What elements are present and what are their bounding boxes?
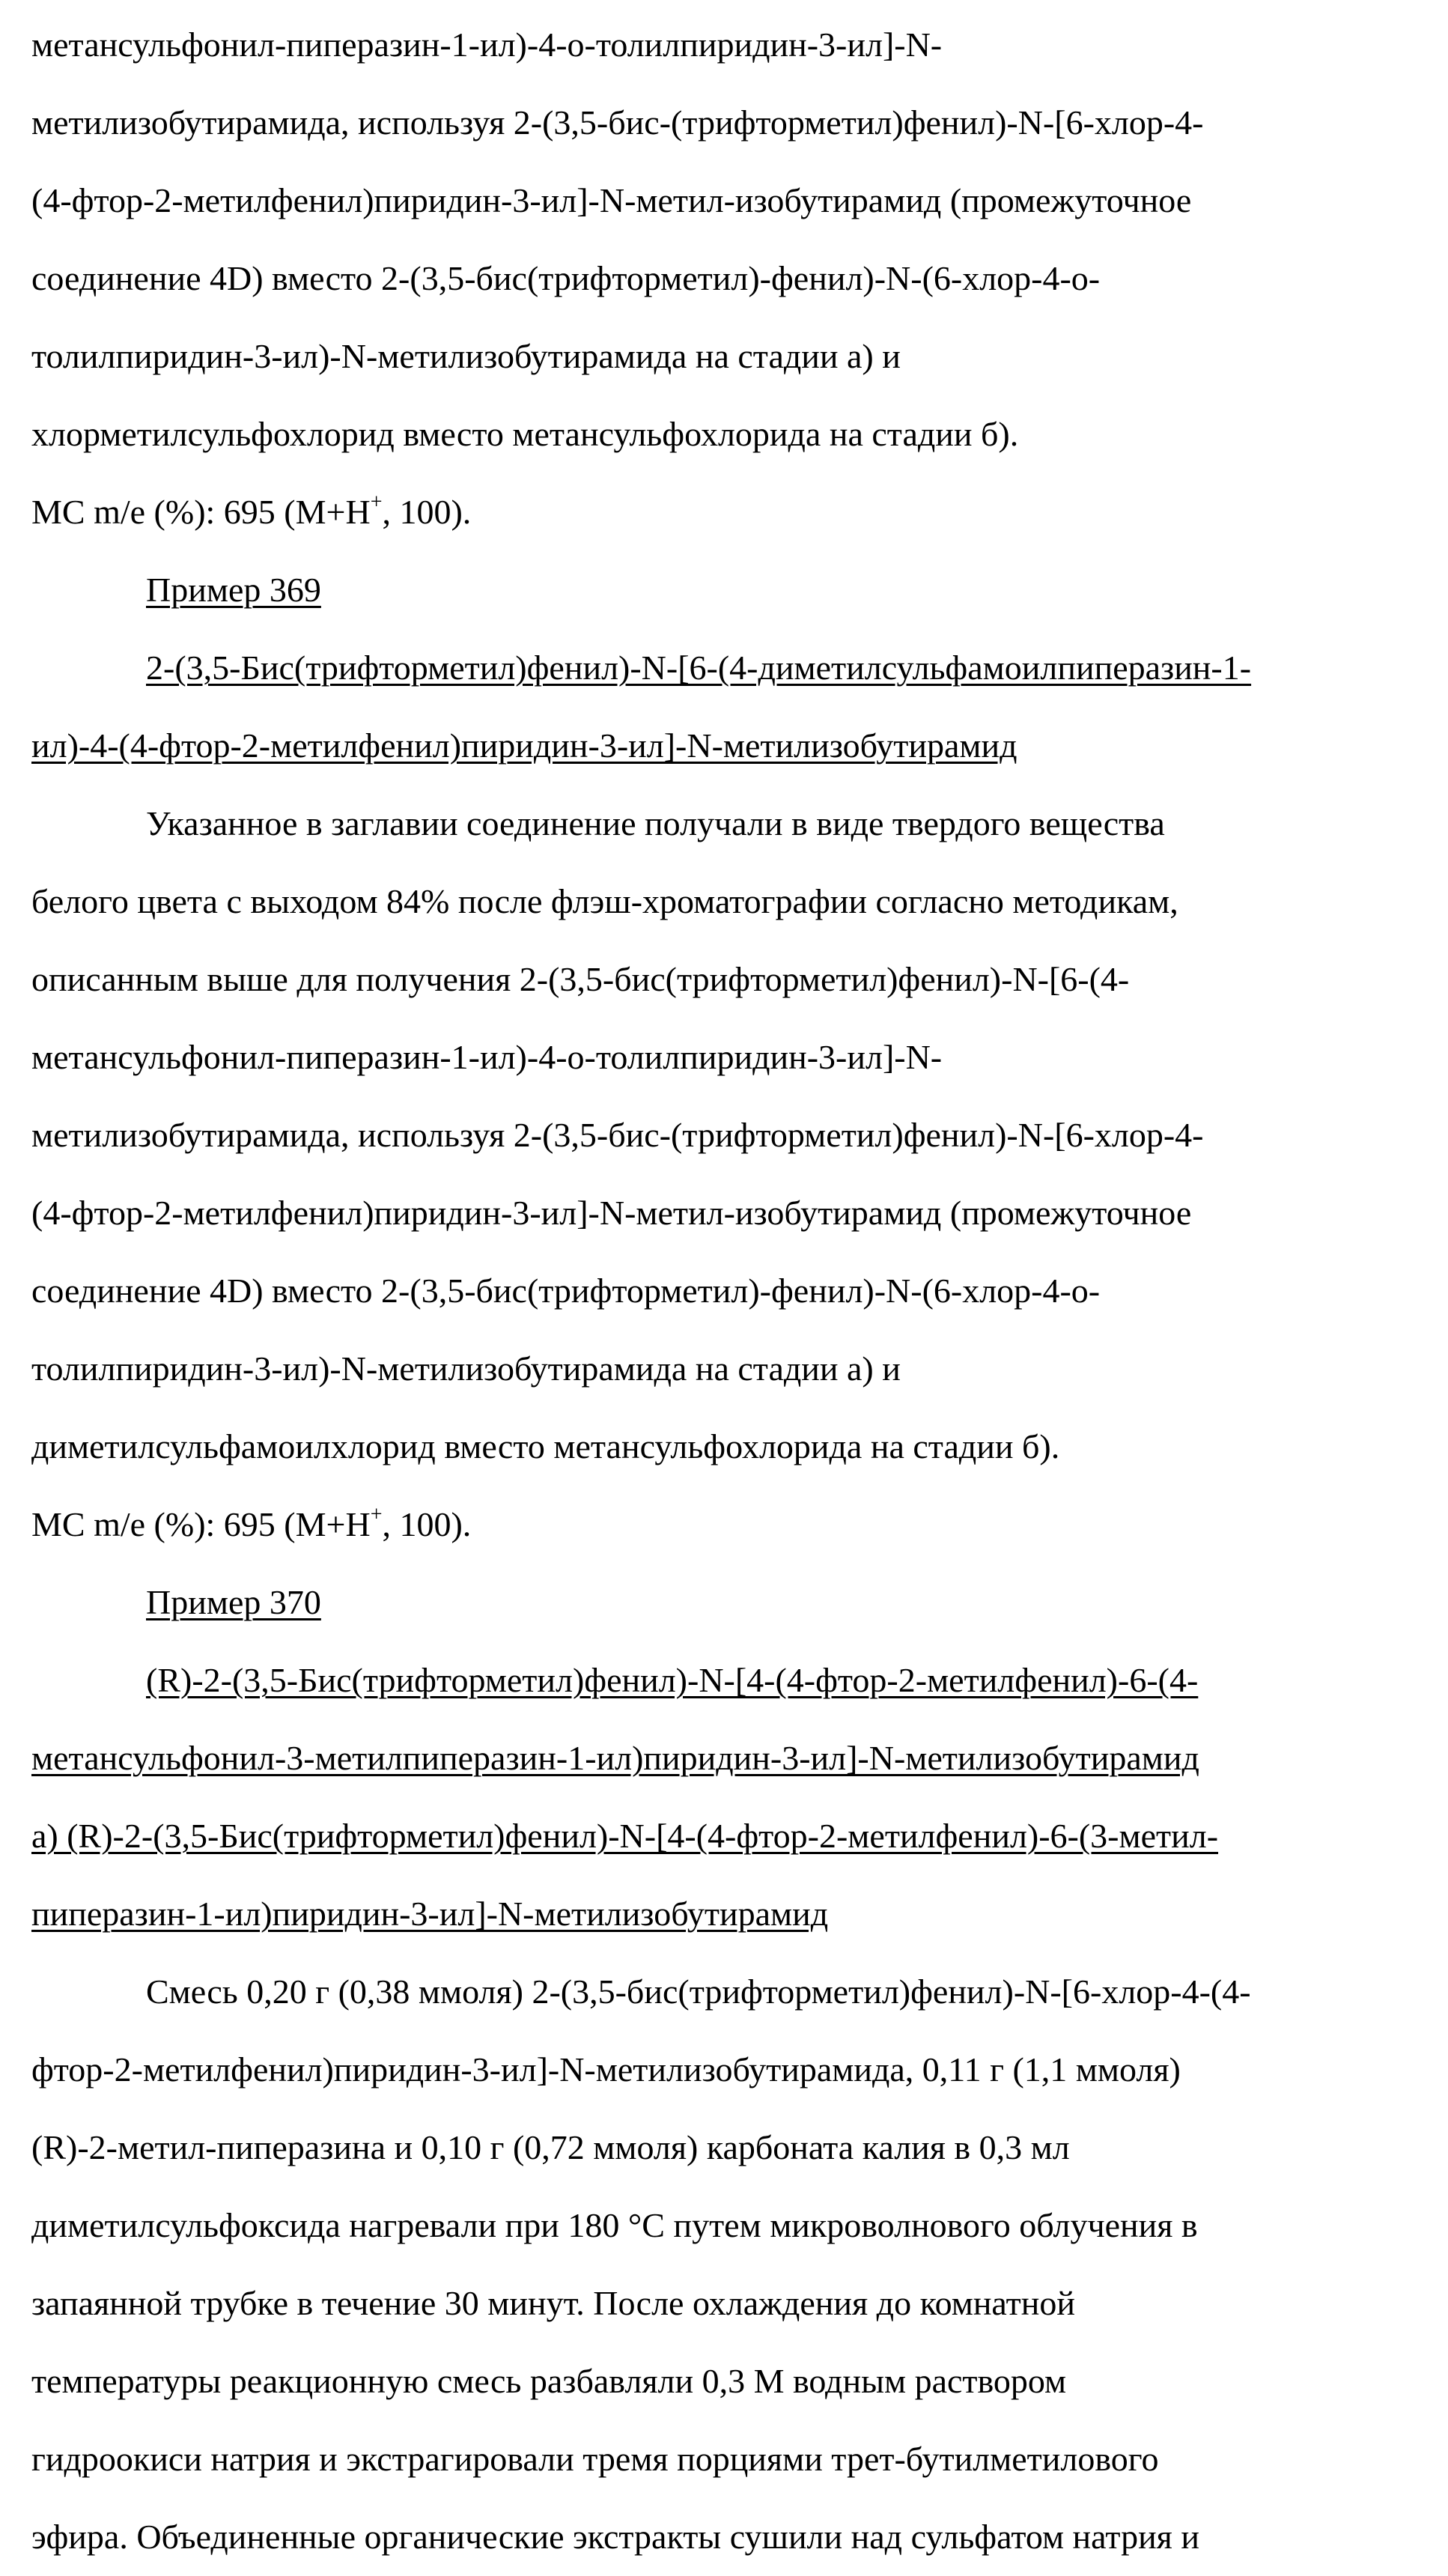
mass-spec-line bbox=[31, 1486, 1424, 1564]
example-370-title bbox=[31, 1641, 1424, 1797]
text-line: температуры реакционную смесь разбавляли 0,3 М водным раствором bbox=[31, 2362, 1067, 2400]
ms-suffix: , 100). bbox=[382, 493, 472, 531]
text-line: соединение 4D) вместо 2-(3,5-бис(трифторметил)-фенил)-N-(6-хлор-4-о- bbox=[31, 259, 1101, 297]
title-line: (R)-2-(3,5-Бис(трифторметил)фенил)-N-[4-(4-фтор-2-метилфенил)-6-(4- bbox=[146, 1661, 1199, 1699]
text-line: белого цвета с выходом 84% после флэш-хроматографии согласно методикам, bbox=[31, 882, 1178, 920]
title-line: ил)-4-(4-фтор-2-метилфенил)пиридин-3-ил]-N-метилизобутирамид bbox=[31, 726, 1017, 765]
text-line: (4-фтор-2-метилфенил)пиридин-3-ил]-N-метил-изобутирамид (промежуточное bbox=[31, 1194, 1192, 1232]
ms-suffix: , 100). bbox=[382, 1505, 472, 1543]
text-line: Смесь 0,20 г (0,38 ммоля) 2-(3,5-бис(трифторметил)фенил)-N-[6-хлор-4-(4- bbox=[146, 1972, 1251, 2011]
text-line: гидроокиси натрия и экстрагировали тремя порциями трет-бутилметилового bbox=[31, 2440, 1159, 2478]
text-line: (R)-2-метил-пиперазина и 0,10 г (0,72 ммоля) карбоната калия в 0,3 мл bbox=[31, 2128, 1070, 2166]
ms-superscript: + bbox=[370, 490, 383, 514]
text-line: Указанное в заглавии соединение получали в виде твердого вещества bbox=[146, 804, 1165, 842]
title-line: пиперазин-1-ил)пиридин-3-ил]-N-метилизобутирамид bbox=[31, 1895, 829, 1933]
text-line: фтор-2-метилфенил)пиридин-3-ил]-N-метилизобутирамида, 0,11 г (1,1 ммоля) bbox=[31, 2050, 1181, 2089]
text-line: хлорметилсульфохлорид вместо метансульфохлорида на стадии б). bbox=[31, 415, 1019, 453]
title-line: метансульфонил-3-метилпиперазин-1-ил)пиридин-3-ил]-N-метилизобутирамид bbox=[31, 1739, 1199, 1777]
ms-prefix: МС m/e (%): 695 (М+Н bbox=[31, 493, 371, 531]
text-line: эфира. Объединенные органические экстракты сушили над сульфатом натрия и bbox=[31, 2518, 1199, 2556]
example-370-body bbox=[31, 1953, 1424, 2576]
text-line: метансульфонил-пиперазин-1-ил)-4-о-толилпиридин-3-ил]-N- bbox=[31, 1038, 943, 1076]
text-line: метилизобутирамида, используя 2-(3,5-бис-(трифторметил)фенил)-N-[6-хлор-4- bbox=[31, 1116, 1204, 1154]
text-line: толилпиридин-3-ил)-N-метилизобутирамида на стадии а) и bbox=[31, 337, 901, 375]
text-line: метансульфонил-пиперазин-1-ил)-4-о-толилпиридин-3-ил]-N- bbox=[31, 25, 943, 64]
example-370-step-a-title bbox=[31, 1797, 1424, 1953]
continuation-paragraph bbox=[31, 6, 1424, 473]
text-line: диметилсульфоксида нагревали при 180 °С путем микроволнового облучения в bbox=[31, 2206, 1198, 2244]
text-line: метилизобутирамида, используя 2-(3,5-бис-(трифторметил)фенил)-N-[6-хлор-4- bbox=[31, 103, 1204, 142]
title-line: а) (R)-2-(3,5-Бис(трифторметил)фенил)-N-[4-(4-фтор-2-метилфенил)-6-(3-метил- bbox=[31, 1817, 1219, 1855]
mass-spec-line bbox=[31, 473, 1424, 551]
document-page bbox=[31, 6, 1424, 2576]
example-369-body bbox=[31, 785, 1424, 1486]
text-line: запаянной трубке в течение 30 минут. После охлаждения до комнатной bbox=[31, 2284, 1075, 2322]
ms-superscript: + bbox=[370, 1502, 383, 1526]
text-line: толилпиридин-3-ил)-N-метилизобутирамида на стадии а) и bbox=[31, 1349, 901, 1388]
example-369-heading: Пример 369 bbox=[146, 571, 321, 609]
ms-prefix: МС m/e (%): 695 (М+Н bbox=[31, 1505, 371, 1543]
example-370-heading: Пример 370 bbox=[146, 1583, 321, 1621]
text-line: описанным выше для получения 2-(3,5-бис(трифторметил)фенил)-N-[6-(4- bbox=[31, 960, 1130, 998]
text-line: (4-фтор-2-метилфенил)пиридин-3-ил]-N-метил-изобутирамид (промежуточное bbox=[31, 181, 1192, 219]
title-line: 2-(3,5-Бис(трифторметил)фенил)-N-[6-(4-диметилсульфамоилпиперазин-1- bbox=[146, 648, 1252, 687]
example-369-title bbox=[31, 629, 1424, 785]
text-line: диметилсульфамоилхлорид вместо метансульфохлорида на стадии б). bbox=[31, 1427, 1060, 1465]
text-line: соединение 4D) вместо 2-(3,5-бис(трифторметил)-фенил)-N-(6-хлор-4-о- bbox=[31, 1272, 1101, 1310]
